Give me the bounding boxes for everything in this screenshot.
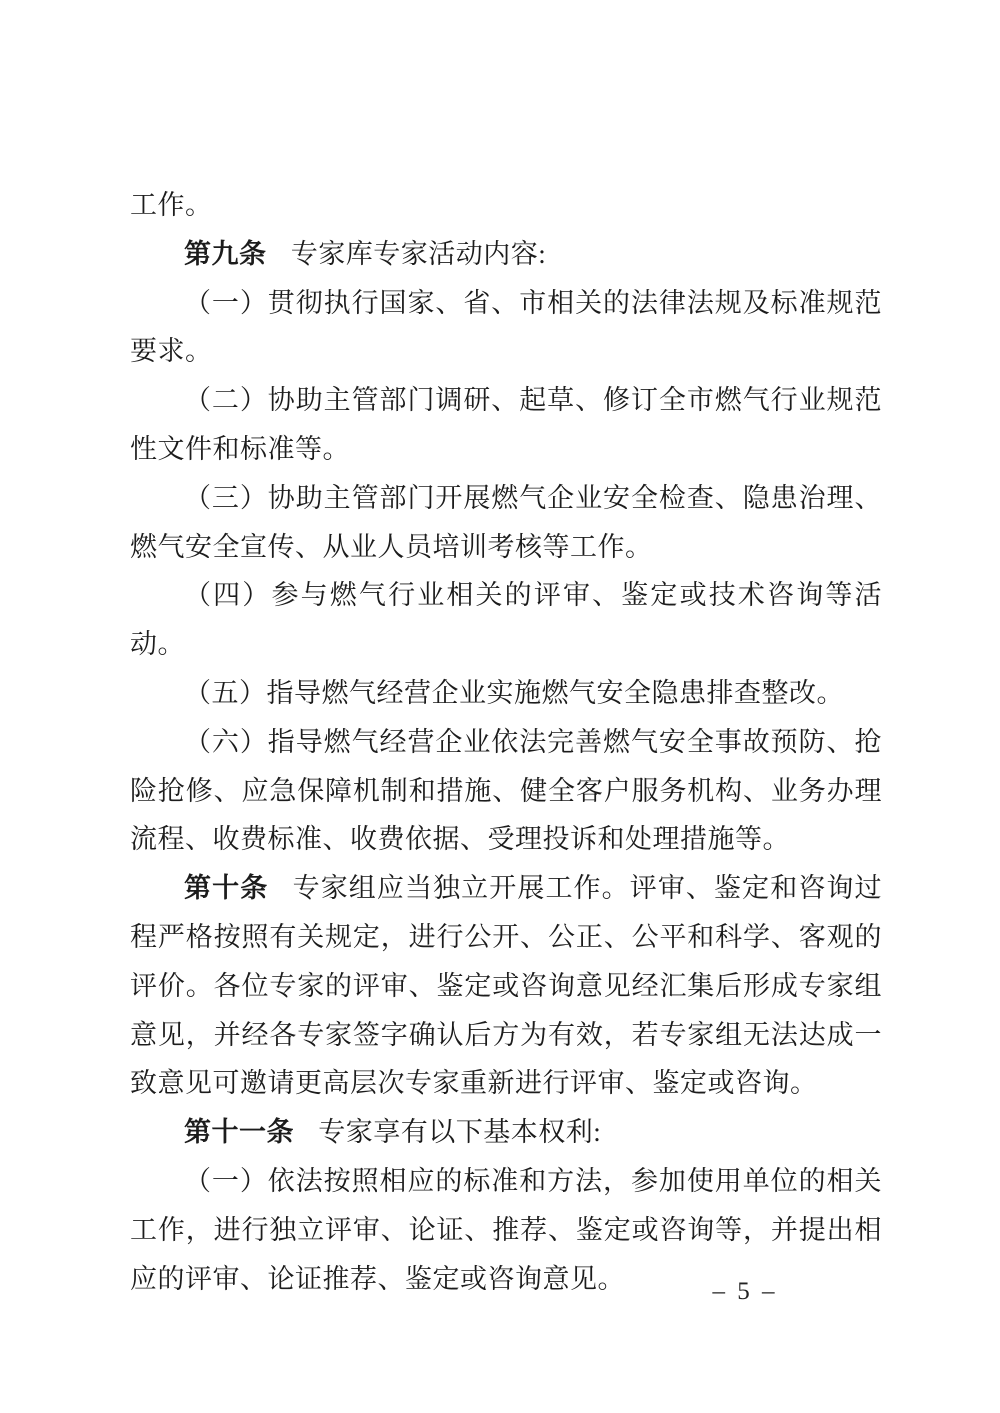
paragraph-item-4: （四）参与燃气行业相关的评审、鉴定或技术咨询等活动。 (130, 580, 882, 660)
paragraph-article-11 (130, 1108, 882, 1157)
paragraph-item-6: （六）指导燃气经营企业依法完善燃气安全事故预防、抢险抢修、应急保障机制和措施、健全客户服务机构、业务办理流程、收费标准、收费依据、受理投诉和处理措施等。 (130, 726, 882, 855)
paragraph-continuation: 工作。 (130, 190, 213, 220)
article-11-text: 专家享有以下基本权利: (318, 1117, 602, 1148)
article-10-text: 专家组应当独立开展工作。评审、鉴定和咨询过程严格按照有关规定，进行公开、公正、公平和科学、客观的评价。各位专家的评审、鉴定或咨询意见经汇集后形成专家组意见，并经各专家签字确认后方为有效，若专家组无法达成一致意见可邀请更高层次专家重新进行评审、鉴定或咨询。 (130, 873, 883, 1099)
paragraph-item-5: （五）指导燃气经营企业实施燃气安全隐患排查整改。 (184, 677, 844, 708)
article-9-heading: 第九条 (184, 238, 267, 269)
paragraph-item-1: （一）贯彻执行国家、省、市相关的法律法规及标准规范要求。 (130, 287, 882, 367)
paragraph-article-9 (130, 230, 882, 279)
article-10-heading: 第十条 (184, 873, 269, 904)
paragraph-article-10 (130, 864, 882, 1108)
document-body (130, 181, 882, 1303)
paragraph-item-3: （三）协助主管部门开展燃气企业安全检查、隐患治理、燃气安全宣传、从业人员培训考核等工作。 (130, 482, 882, 562)
page-footer (680, 1278, 810, 1306)
paragraph-item-2: （二）协助主管部门调研、起草、修订全市燃气行业规范性文件和标准等。 (130, 385, 882, 464)
paragraph-item-7: （一）依法按照相应的标准和方法，参加使用单位的相关工作，进行独立评审、论证、推荐、鉴定或咨询等，并提出相应的评审、论证推荐、鉴定或咨询意见。 (130, 1165, 882, 1294)
article-9-text: 专家库专家活动内容: (290, 238, 547, 269)
page-number: – 5 – (712, 1278, 778, 1305)
article-11-heading: 第十一条 (184, 1117, 294, 1148)
